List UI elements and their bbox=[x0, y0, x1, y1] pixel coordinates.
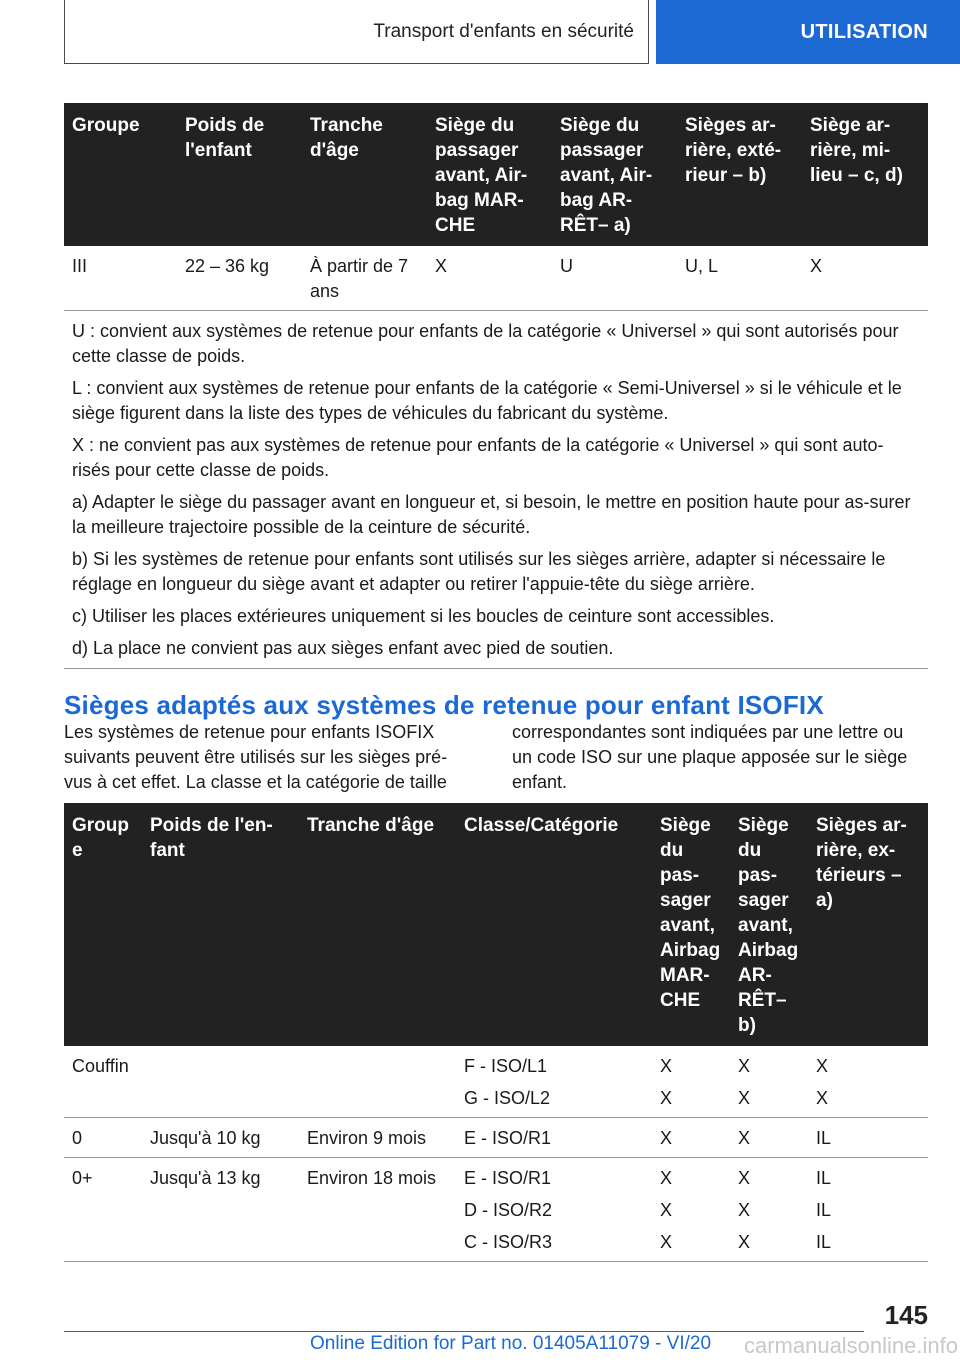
cell-line: D - ISO/R2 bbox=[464, 1200, 553, 1220]
cell-line: E - ISO/R1 bbox=[464, 1168, 552, 1188]
table-note: X : ne convient pas aux systèmes de retenue pour enfants de la catégorie « Universel » qui sont auto-risés pour cette classe de poids. bbox=[72, 435, 884, 480]
cell-line: X bbox=[816, 1056, 829, 1076]
cell-line: X bbox=[738, 1232, 751, 1252]
seat-suitability-table bbox=[64, 103, 928, 669]
table2-header: Siège du pas-sager avant, Airbag AR-RÊT– b) bbox=[730, 803, 808, 1046]
page-number: 145 bbox=[884, 1300, 928, 1330]
section-heading: Sièges adaptés aux systèmes de retenue pour enfant ISOFIX bbox=[64, 690, 824, 720]
table-cell: À partir de 7 ans bbox=[302, 246, 427, 311]
table-cell: 0 bbox=[64, 1118, 142, 1158]
table2-header: Siège du pas-sager avant, Airbag MAR-CHE bbox=[652, 803, 730, 1046]
cell-line: F - ISO/L1 bbox=[464, 1056, 548, 1076]
table-cell bbox=[652, 1046, 730, 1118]
isofix-table bbox=[64, 803, 928, 1262]
header-chapter-tab bbox=[656, 0, 960, 64]
table1-header: Groupe bbox=[64, 103, 177, 246]
cell-line: IL bbox=[816, 1128, 832, 1148]
cell-line: IL bbox=[816, 1200, 832, 1220]
header-chapter-text: UTILISATION bbox=[800, 20, 928, 43]
footer-divider bbox=[64, 1331, 864, 1332]
header-section-title bbox=[64, 0, 649, 64]
header-section-text: Transport d'enfants en sécurité bbox=[373, 20, 634, 42]
cell-line: X bbox=[660, 1088, 673, 1108]
table-cell: Couffin bbox=[64, 1046, 142, 1118]
table-cell: Jusqu'à 13 kg bbox=[142, 1158, 299, 1262]
table-note: c) Utiliser les places extérieures uniquement si les boucles de ceinture sont accessibles. bbox=[72, 606, 775, 626]
table-note: d) La place ne convient pas aux sièges enfant avec pied de soutien. bbox=[72, 638, 614, 658]
table-cell: Environ 18 mois bbox=[299, 1158, 456, 1262]
cell-line: X bbox=[738, 1088, 751, 1108]
table-cell: Jusqu'à 10 kg bbox=[142, 1118, 299, 1158]
table-cell bbox=[808, 1158, 928, 1262]
table-cell bbox=[730, 1118, 808, 1158]
table-cell bbox=[730, 1046, 808, 1118]
intro-column-right: correspondantes sont indiquées par une lettre ou un code ISO sur une plaque apposée sur le siège enfant. bbox=[512, 722, 908, 792]
table1-header: Poids de l'enfant bbox=[177, 103, 302, 246]
table1-header: Sièges ar-rière, exté-rieur – b) bbox=[677, 103, 802, 246]
table-row bbox=[64, 1158, 928, 1262]
table1-header: Siège ar-rière, mi-lieu – c, d) bbox=[802, 103, 928, 246]
cell-line: X bbox=[660, 1200, 673, 1220]
table-cell: U, L bbox=[677, 246, 802, 311]
table2-header: Tranche d'âge bbox=[299, 803, 456, 1046]
table2-header: Classe/Catégorie bbox=[456, 803, 652, 1046]
table-cell bbox=[652, 1118, 730, 1158]
watermark: carmanualsonline.info bbox=[743, 1333, 958, 1358]
table-note: a) Adapter le siège du passager avant en longueur et, si besoin, le mettre en position haute pour as-surer la meilleure trajectoire possible de la ceinture de sécurité. bbox=[72, 492, 911, 537]
cell-line: IL bbox=[816, 1168, 832, 1188]
table-cell bbox=[730, 1158, 808, 1262]
cell-line: X bbox=[816, 1088, 829, 1108]
table-note: L : convient aux systèmes de retenue pour enfants de la catégorie « Semi-Universel » si le véhicule et le siège figurent dans la liste des types de véhicules du fabricant du système. bbox=[72, 378, 902, 423]
table-cell bbox=[456, 1046, 652, 1118]
cell-line: X bbox=[738, 1200, 751, 1220]
cell-line: G - ISO/L2 bbox=[464, 1088, 551, 1108]
table-cell bbox=[142, 1046, 299, 1118]
intro-column-left: Les systèmes de retenue pour enfants ISOFIX suivants peuvent être utilisés sur les sièges pré-vus à cet effet. La classe et la catégorie de taille bbox=[64, 722, 448, 792]
table1-notes bbox=[64, 311, 928, 669]
table1-header: Siège du passager avant, Air-bag MAR-CHE bbox=[427, 103, 552, 246]
table-cell bbox=[299, 1046, 456, 1118]
table1-header-row bbox=[64, 103, 928, 246]
table-cell bbox=[808, 1118, 928, 1158]
cell-line: IL bbox=[816, 1232, 832, 1252]
cell-line: X bbox=[660, 1232, 673, 1252]
table-note: U : convient aux systèmes de retenue pour enfants de la catégorie « Universel » qui sont autorisés pour cette classe de poids. bbox=[72, 321, 899, 366]
table2-header: Group e bbox=[64, 803, 142, 1046]
table1-header: Siège du passager avant, Air-bag AR-RÊT– a) bbox=[552, 103, 677, 246]
cell-line: X bbox=[738, 1168, 751, 1188]
cell-line: X bbox=[660, 1168, 673, 1188]
table-cell: X bbox=[802, 246, 928, 311]
cell-line: X bbox=[660, 1056, 673, 1076]
table-cell bbox=[456, 1158, 652, 1262]
table-cell: U bbox=[552, 246, 677, 311]
table-cell: 22 – 36 kg bbox=[177, 246, 302, 311]
table-row bbox=[64, 246, 928, 311]
cell-line: X bbox=[660, 1128, 673, 1148]
table-cell bbox=[456, 1118, 652, 1158]
cell-line: E - ISO/R1 bbox=[464, 1128, 552, 1148]
table-cell: X bbox=[427, 246, 552, 311]
cell-line: C - ISO/R3 bbox=[464, 1232, 553, 1252]
table-cell: III bbox=[64, 246, 177, 311]
table-cell bbox=[652, 1158, 730, 1262]
table-cell: 0+ bbox=[64, 1158, 142, 1262]
cell-line: X bbox=[738, 1056, 751, 1076]
table-row bbox=[64, 1046, 928, 1118]
table-note: b) Si les systèmes de retenue pour enfants sont utilisés sur les sièges arrière, adapter si nécessaire le réglage en longueur du siège avant et adapter ou retirer l'appuie-tête du siège arrière. bbox=[72, 549, 886, 594]
table1-notes-row bbox=[64, 311, 928, 669]
table-cell: Environ 9 mois bbox=[299, 1118, 456, 1158]
footer-edition: Online Edition for Part no. 01405A11079 - VI/20 bbox=[310, 1333, 712, 1354]
table2-header: Sièges ar-rière, ex-térieurs – a) bbox=[808, 803, 928, 1046]
table1-header: Tranche d'âge bbox=[302, 103, 427, 246]
table-row bbox=[64, 1118, 928, 1158]
table2-header-row bbox=[64, 803, 928, 1046]
table2-header: Poids de l'en-fant bbox=[142, 803, 299, 1046]
table-cell bbox=[808, 1046, 928, 1118]
cell-line: X bbox=[738, 1128, 751, 1148]
